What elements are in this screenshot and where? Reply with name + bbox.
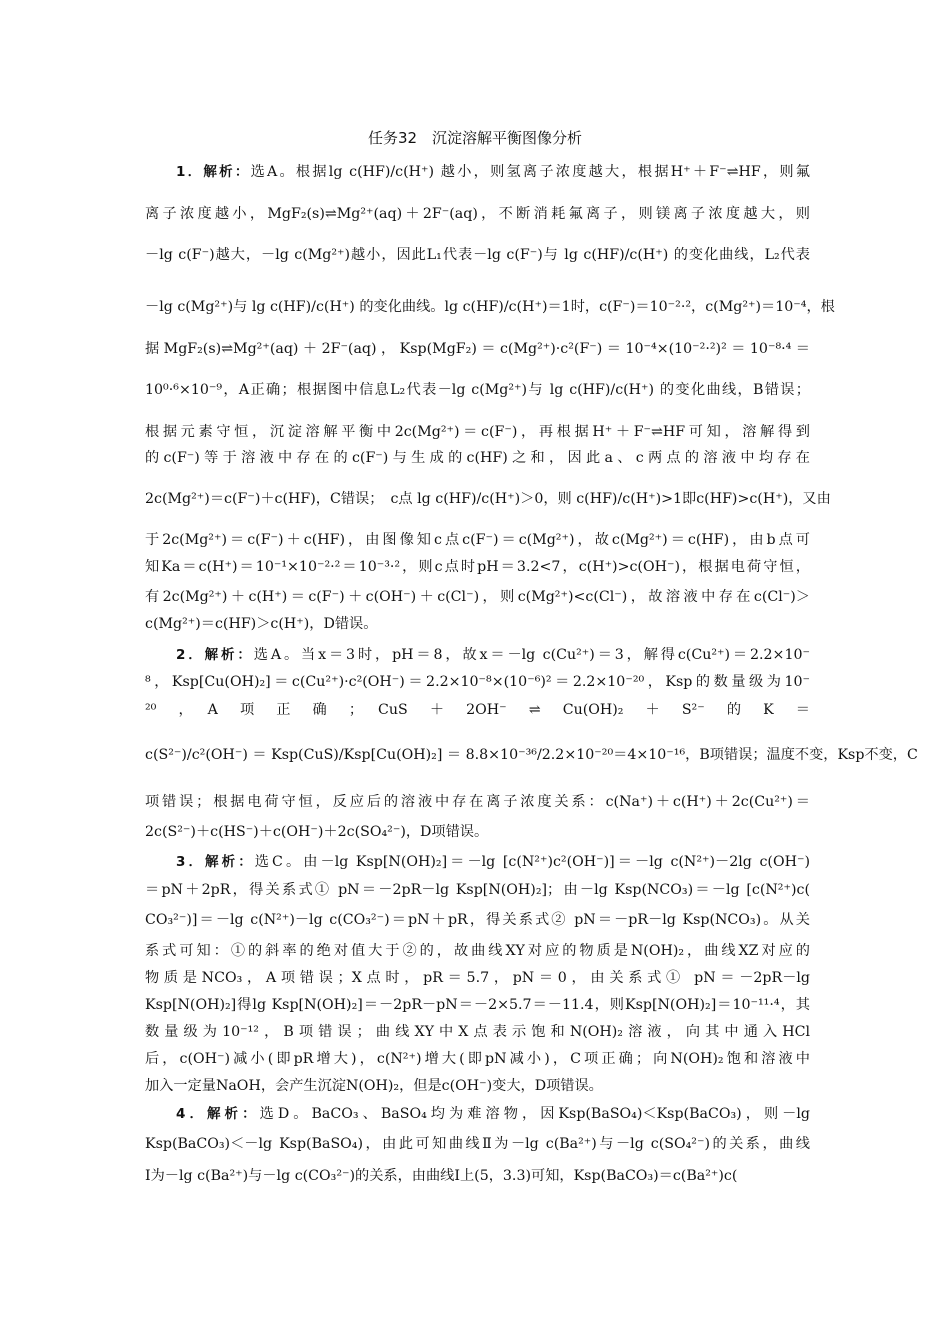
line-text: 选A。当x＝3时，pH＝8，故x＝－lg c(Cu²⁺)＝3，解得c(Cu²⁺)＝2.2×10⁻: [253, 647, 810, 663]
line-text: CO₃²⁻)]＝－lg c(N²⁺)－lg c(CO₃²⁻)＝pN＋pR，得关系式② pN＝－pR－lg Ksp(NCO₃)。从关: [145, 912, 810, 928]
line-text: 据MgF₂(s)⇌Mg²⁺(aq)＋2F⁻(aq)，Ksp(MgF₂)＝c(Mg²⁺)·c²(F⁻)＝10⁻⁴×(10⁻²·²)²＝10⁻⁸·⁴＝: [145, 341, 810, 357]
line-text: ＝pN＋2pR，得关系式① pN＝－2pR－lg Ksp[N(OH)₂]；由－lg Ksp(NCO₃)＝－lg [c(N²⁺)c(: [145, 882, 810, 898]
text-line: [145, 1076, 810, 1096]
line-text: 10⁰·⁶×10⁻⁹，A正确；根据图中信息L₂代表－lg c(Mg²⁺)与 lg c(HF)/c(H⁺) 的变化曲线，B错误；: [145, 382, 810, 398]
line-text: c(S²⁻)/c²(OH⁻) ＝ Ksp(CuS)/Ksp[Cu(OH)₂] ＝ 8.8×10⁻³⁶/2.2×10⁻²⁰＝4×10⁻¹⁶，B项错误；温度不变，Ksp不变，C: [145, 747, 918, 763]
text-line: [145, 1022, 810, 1042]
line-text: 离子浓度越小，MgF₂(s)⇌Mg²⁺(aq)＋2F⁻(aq)，不断消耗氟离子，则镁离子浓度越大，则: [145, 206, 810, 222]
page-title: 任务32 沉淀溶解平衡图像分析: [367, 129, 583, 147]
text-line: [145, 968, 810, 988]
line-text: －lg c(Mg²⁺)与 lg c(HF)/c(H⁺) 的变化曲线。lg c(HF)/c(H⁺)＝1时，c(F⁻)＝10⁻²·²，c(Mg²⁺)＝10⁻⁴，根: [145, 299, 835, 315]
line-text: c(Mg²⁺)＝c(HF)＞c(H⁺)，D错误。: [145, 616, 378, 632]
line-text: 数量级为10⁻¹²，B项错误；曲线XY中X点表示饱和N(OH)₂溶液，向其中通入HCl: [145, 1024, 810, 1040]
text-line: [145, 792, 810, 812]
text-line: [145, 557, 810, 577]
text-line: [145, 339, 810, 359]
line-text: 选D。BaCO₃、BaSO₄均为难溶物，因Ksp(BaSO₄)＜Ksp(BaCO₃)，则－lg: [259, 1106, 810, 1122]
text-line: [145, 1166, 810, 1186]
text-line: [145, 995, 810, 1015]
line-text: 物质是NCO₃，A项错误；X点时，pR＝5.7，pN＝0，由关系式① pN＝－2pR－lg: [145, 970, 810, 986]
text-line: [145, 422, 810, 442]
text-line: [145, 1049, 810, 1069]
text-line: [145, 530, 810, 550]
line-text: 根据元素守恒，沉淀溶解平衡中2c(Mg²⁺)＝c(F⁻)，再根据H⁺＋F⁻⇌HF可知，溶解得到: [145, 424, 810, 440]
line-text: 2c(Mg²⁺)＝c(F⁻)＋c(HF)，C错误； c点 lg c(HF)/c(H⁺)＞0，则 c(HF)/c(H⁺)>1即c(HF)>c(H⁺)，又由: [145, 491, 831, 507]
answer-label: 1．解析：: [176, 164, 251, 180]
line-text: 加入一定量NaOH，会产生沉淀N(OH)₂，但是c(OH⁻)变大，D项错误。: [145, 1078, 603, 1094]
line-text: Ksp(BaCO₃)＜－lg Ksp(BaSO₄)，由此可知曲线Ⅱ为－lg c(Ba²⁺)与－lg c(SO₄²⁻)的关系，曲线: [145, 1136, 810, 1152]
line-text: －lg c(F⁻)越大，－lg c(Mg²⁺)越小，因此L₁代表－lg c(F⁻)与 lg c(HF)/c(H⁺) 的变化曲线，L₂代表: [145, 247, 810, 263]
line-text: Ⅰ为－lg c(Ba²⁺)与－lg c(CO₃²⁻)的关系，由曲线Ⅰ上(5，3.3)可知，Ksp(BaCO₃)＝c(Ba²⁺)c(: [145, 1168, 738, 1184]
line-text: ²⁰ ， A 项 正 确 ； CuS ＋ 2OH⁻ ⇌ Cu(OH)₂ ＋ S²⁻ 的 K ＝: [145, 702, 810, 718]
text-line: [145, 941, 810, 961]
text-line: [145, 204, 810, 224]
text-line: [145, 745, 918, 765]
text-line: [176, 162, 810, 182]
line-text: 于2c(Mg²⁺)＝c(F⁻)＋c(HF)，由图像知c点c(F⁻)＝c(Mg²⁺)，故c(Mg²⁺)＝c(HF)，由b点可: [145, 532, 810, 548]
line-text: 知Ka＝c(H⁺)＝10⁻¹×10⁻²·²＝10⁻³·²，则c点时pH＝3.2<7，c(H⁺)>c(OH⁻)，根据电荷守恒，: [145, 559, 810, 575]
text-line: [145, 448, 810, 468]
text-line: [145, 489, 831, 509]
line-text: 选C。由－lg Ksp[N(OH)₂]＝－lg [c(N²⁺)c²(OH⁻)]＝－lg c(N²⁺)－2lg c(OH⁻): [254, 854, 810, 870]
answer-label: 2．解析：: [176, 647, 254, 663]
line-text: 后，c(OH⁻)减小(即pR增大)，c(N²⁺)增大(即pN减小)，C项正确；向N(OH)₂饱和溶液中: [145, 1051, 810, 1067]
text-line: [176, 645, 810, 665]
text-line: [145, 822, 810, 842]
text-line: [145, 672, 810, 692]
text-line: [145, 700, 810, 720]
answer-label: 3．解析：: [176, 854, 255, 870]
line-text: 2c(S²⁻)＋c(HS⁻)＋c(OH⁻)＋2c(SO₄²⁻)，D项错误。: [145, 824, 489, 840]
line-text: 的c(F⁻)等于溶液中存在的c(F⁻)与生成的c(HF)之和，因此a、c两点的溶液中均存在: [145, 450, 810, 466]
line-text: 项错误；根据电荷守恒，反应后的溶液中存在离子浓度关系：c(Na⁺)＋c(H⁺)＋2c(Cu²⁺)＝: [145, 794, 810, 810]
text-line: [145, 1134, 810, 1154]
text-line: [145, 614, 810, 634]
text-line: [145, 587, 810, 607]
line-text: 系式可知：①的斜率的绝对值大于②的，故曲线XY对应的物质是N(OH)₂，曲线XZ对应的: [145, 943, 810, 959]
text-line: [176, 852, 810, 872]
text-line: [145, 245, 810, 265]
answer-label: 4．解析：: [176, 1106, 260, 1122]
text-line: [145, 380, 810, 400]
text-line: [145, 880, 810, 900]
line-text: 选A。根据lg c(HF)/c(H⁺) 越小，则氢离子浓度越大，根据H⁺＋F⁻⇌HF，则氟: [250, 164, 810, 180]
line-text: Ksp[N(OH)₂]得lg Ksp[N(OH)₂]＝－2pR－pN＝－2×5.7＝－11.4，则Ksp[N(OH)₂]＝10⁻¹¹·⁴，其: [145, 997, 810, 1013]
text-line: [145, 910, 810, 930]
line-text: ⁸，Ksp[Cu(OH)₂]＝c(Cu²⁺)·c²(OH⁻)＝2.2×10⁻⁸×(10⁻⁶)²＝2.2×10⁻²⁰，Ksp的数量级为10⁻: [145, 674, 810, 690]
line-text: 有2c(Mg²⁺)＋c(H⁺)＝c(F⁻)＋c(OH⁻)＋c(Cl⁻)，则c(Mg²⁺)<c(Cl⁻)，故溶液中存在c(Cl⁻)＞: [145, 589, 810, 605]
text-line: [145, 297, 835, 317]
text-line: [176, 1104, 810, 1124]
